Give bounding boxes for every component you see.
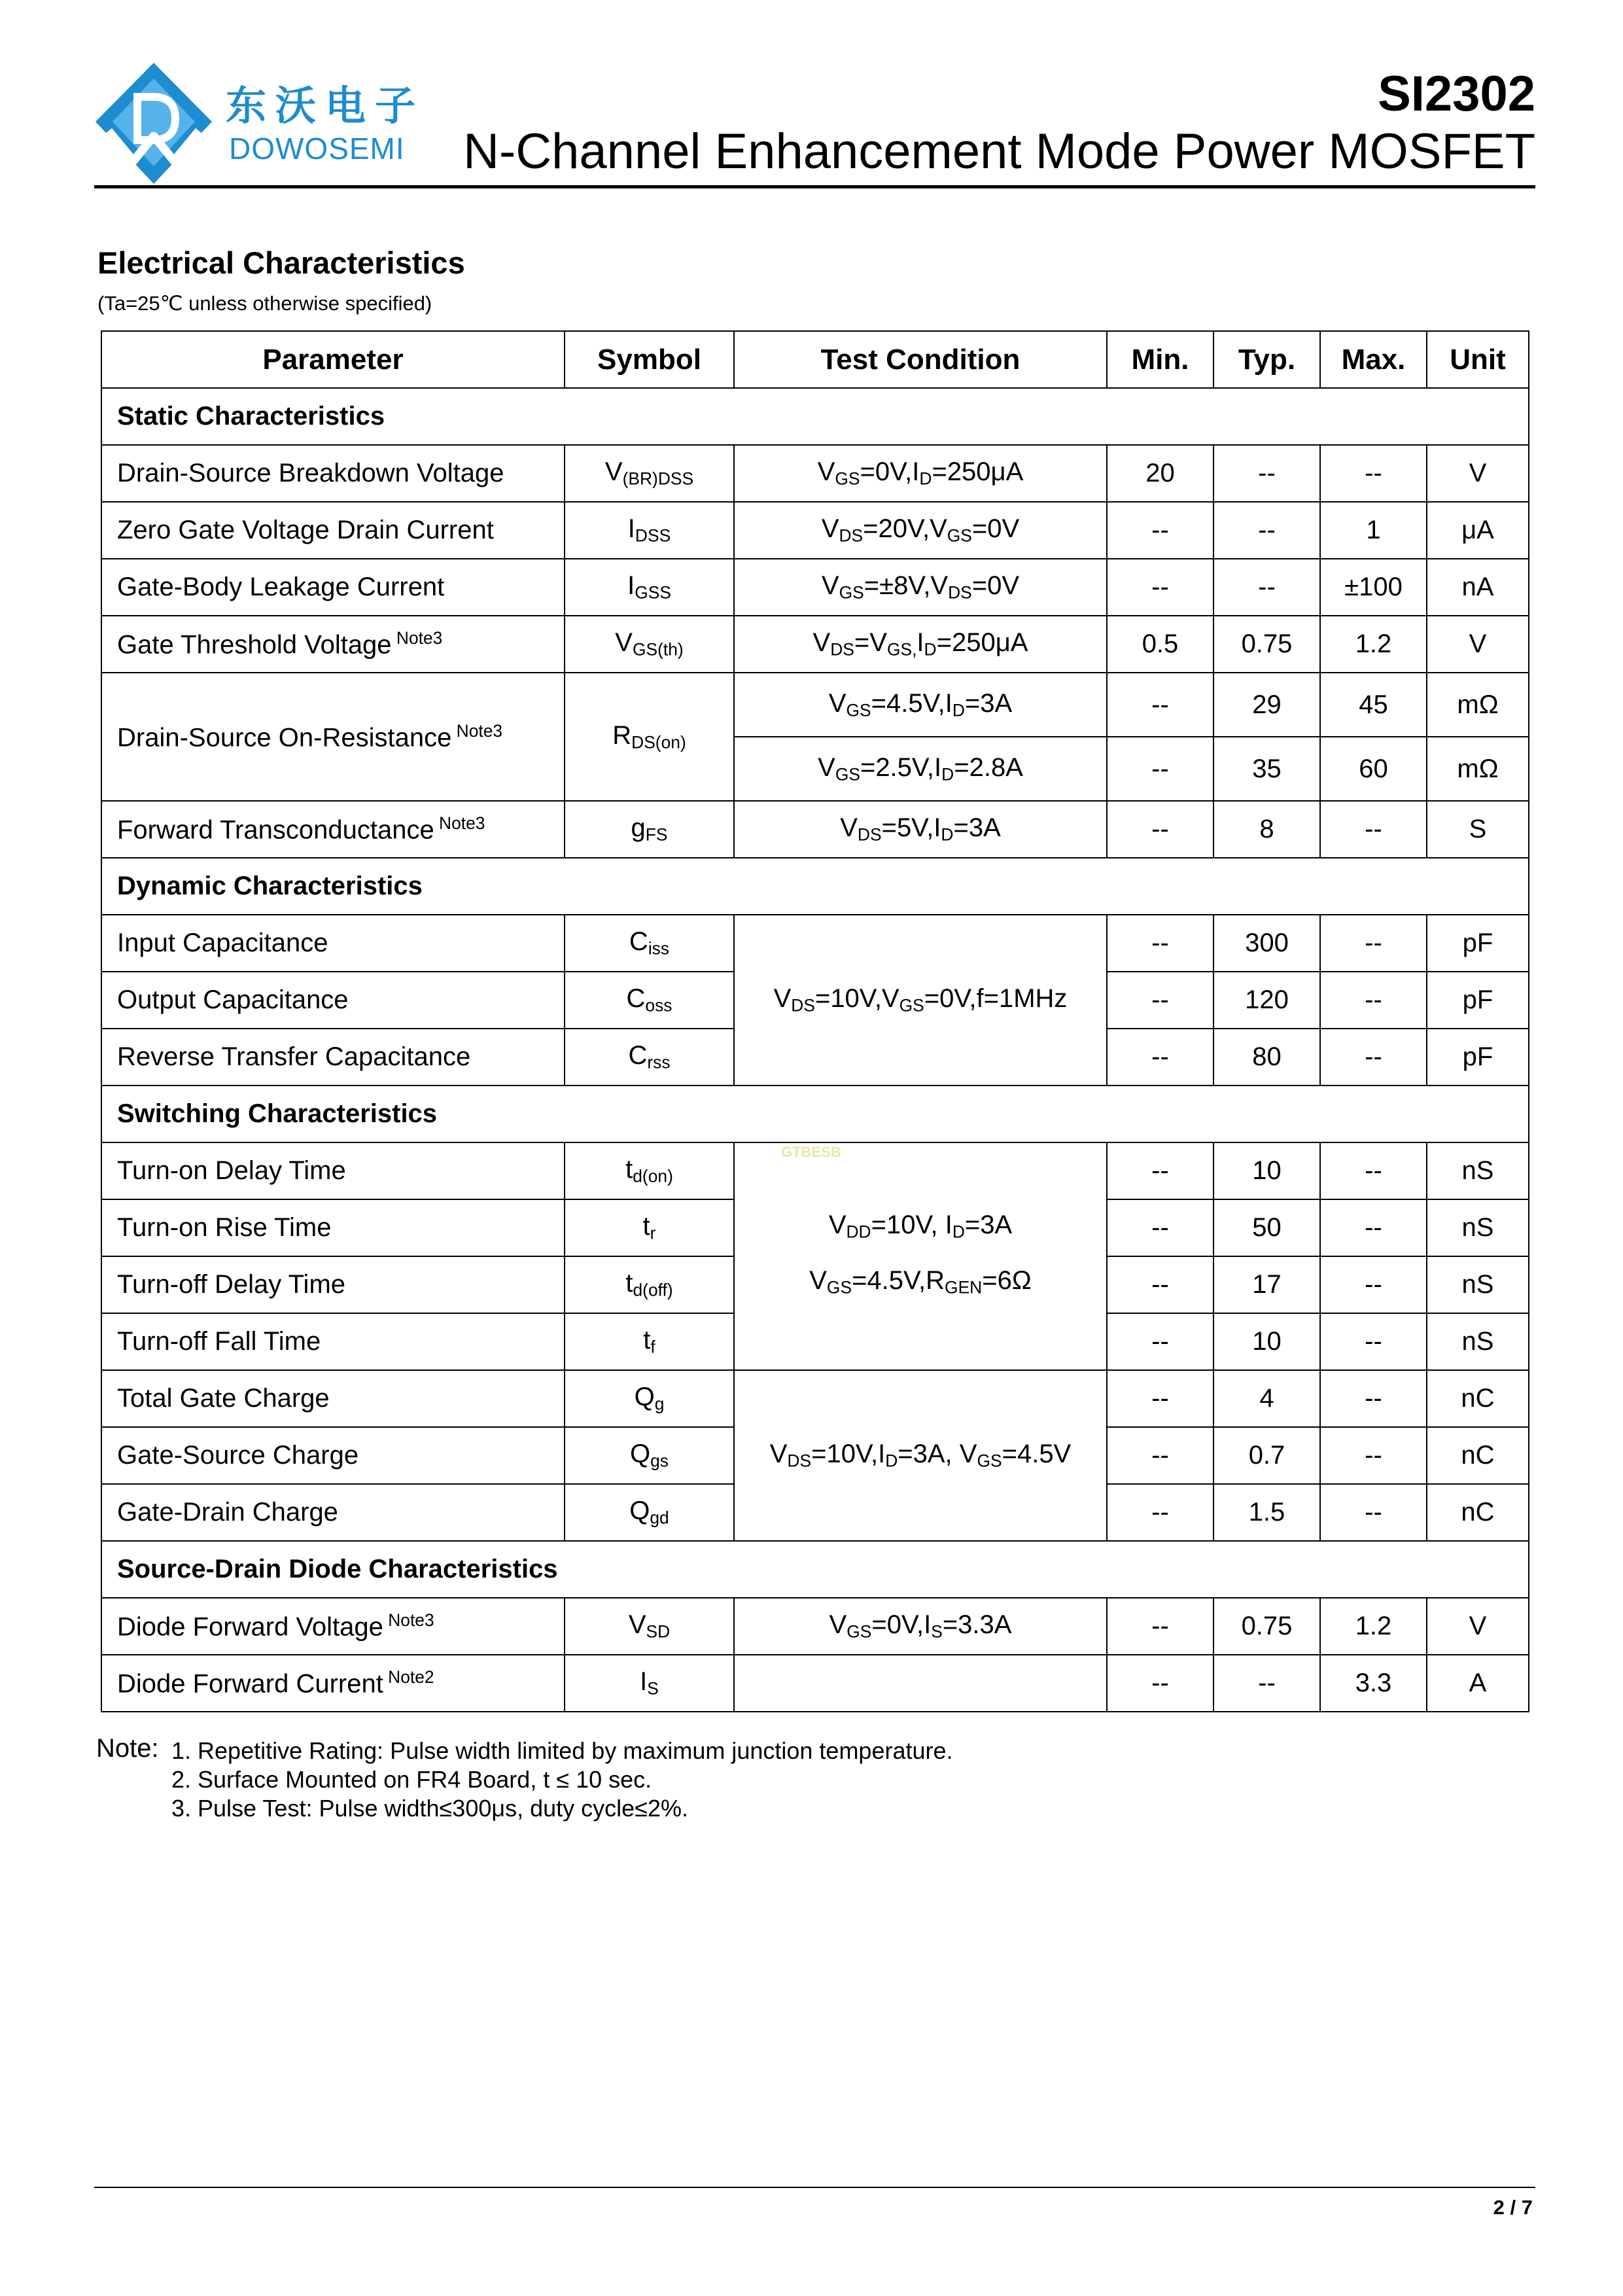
table-row [101, 559, 1529, 616]
max-cell: 45 [1320, 673, 1427, 737]
note-ref: Note3 [451, 720, 503, 741]
dowosemi-logo [96, 63, 212, 184]
min-cell: -- [1107, 915, 1213, 972]
typ-cell: 8 [1213, 801, 1320, 858]
symbol-cell: $t_r$ [565, 1199, 734, 1256]
footer-divider [94, 2187, 1535, 2188]
unit-cell: nS [1427, 1142, 1529, 1199]
table-row [101, 502, 1529, 559]
min-cell: -- [1107, 1370, 1213, 1427]
symbol-cell: $t_{d(off)}$ [565, 1256, 734, 1313]
param-text: Gate-Drain Charge [117, 1498, 338, 1527]
section-title: Electrical Characteristics [97, 245, 465, 280]
param-cell [101, 1199, 565, 1256]
unit-cell: nC [1427, 1427, 1529, 1484]
note-ref: Note3 [391, 628, 443, 648]
max-cell: -- [1320, 1029, 1427, 1086]
max-cell: 1.2 [1320, 616, 1427, 673]
condition-cell: $V_{DD}=10V$, $I_D=3A$ $V_{GS}=4.5V,R_{GEN}=6\Omega$ [734, 1142, 1107, 1370]
symbol-cell: $t_f$ [565, 1313, 734, 1370]
typ-cell: 0.7 [1213, 1427, 1320, 1484]
min-cell: -- [1107, 972, 1213, 1029]
group-switching: Switching Characteristics [101, 1086, 1529, 1142]
min-cell: -- [1107, 737, 1213, 801]
header-unit: Unit [1427, 331, 1529, 388]
param-cell [101, 1427, 565, 1484]
typ-cell: -- [1213, 502, 1320, 559]
unit-cell: nC [1427, 1370, 1529, 1427]
typ-cell: 80 [1213, 1029, 1320, 1086]
max-cell: -- [1320, 1427, 1427, 1484]
note-ref: Note3 [434, 813, 485, 834]
max-cell: -- [1320, 801, 1427, 858]
min-cell: -- [1107, 673, 1213, 737]
param-cell [101, 502, 565, 559]
typ-cell: 17 [1213, 1256, 1320, 1313]
min-cell: -- [1107, 1598, 1213, 1655]
param-cell [101, 445, 565, 502]
condition-cell: $V_{DS}=10V,V_{GS}=0V,f=1MHz$ [734, 915, 1107, 1086]
param-text: Output Capacitance [117, 985, 349, 1014]
param-text: Turn-on Rise Time [117, 1213, 332, 1242]
unit-cell: nS [1427, 1256, 1529, 1313]
symbol-cell: $I_{DSS}$ [565, 502, 734, 559]
typ-cell: 4 [1213, 1370, 1320, 1427]
symbol-cell: $I_S$ [565, 1655, 734, 1712]
max-cell: 1.2 [1320, 1598, 1427, 1655]
param-cell [101, 559, 565, 616]
note-ref: Note3 [383, 1610, 434, 1631]
param-cell [101, 1029, 565, 1086]
note-item-1: 1. Repetitive Rating: Pulse width limited by maximum junction temperature. [171, 1737, 953, 1764]
header-parameter: Parameter [101, 331, 565, 388]
typ-cell: 120 [1213, 972, 1320, 1029]
symbol-cell: $Q_{gd}$ [565, 1484, 734, 1541]
min-cell: -- [1107, 1313, 1213, 1370]
condition-cell: $V_{GS}=\pm 8V,V_{DS}=0V$ [734, 559, 1107, 616]
condition-cell: $V_{GS}=4.5V,I_D=3A$ [734, 673, 1107, 737]
unit-cell: A [1427, 1655, 1529, 1712]
param-text: Gate-Body Leakage Current [117, 573, 445, 601]
typ-cell: 10 [1213, 1313, 1320, 1370]
min-cell: -- [1107, 1655, 1213, 1712]
typ-cell: 300 [1213, 915, 1320, 972]
param-cell [101, 616, 565, 673]
typ-cell: 29 [1213, 673, 1320, 737]
param-cell [101, 1598, 565, 1655]
max-cell: -- [1320, 445, 1427, 502]
table-row [101, 445, 1529, 502]
unit-cell: pF [1427, 915, 1529, 972]
param-text: Turn-off Fall Time [117, 1327, 321, 1356]
group-static: Static Characteristics [101, 388, 1529, 445]
param-text: Gate-Source Charge [117, 1441, 359, 1470]
condition-cell: $V_{GS}=0V,I_S=3.3A$ [734, 1598, 1107, 1655]
param-cell [101, 1313, 565, 1370]
unit-cell: V [1427, 1598, 1529, 1655]
unit-cell: μA [1427, 502, 1529, 559]
unit-cell: nS [1427, 1313, 1529, 1370]
header-test-condition: Test Condition [734, 331, 1107, 388]
unit-cell: nC [1427, 1484, 1529, 1541]
unit-cell: nA [1427, 559, 1529, 616]
max-cell: -- [1320, 1313, 1427, 1370]
typ-cell: 1.5 [1213, 1484, 1320, 1541]
symbol-cell: $Q_g$ [565, 1370, 734, 1427]
header-divider [94, 185, 1535, 188]
symbol-cell: $I_{GSS}$ [565, 559, 734, 616]
symbol-cell: $R_{DS(on)}$ [565, 673, 734, 801]
max-cell: -- [1320, 1370, 1427, 1427]
typ-cell: 50 [1213, 1199, 1320, 1256]
unit-cell: mΩ [1427, 673, 1529, 737]
max-cell: 3.3 [1320, 1655, 1427, 1712]
min-cell: -- [1107, 1199, 1213, 1256]
max-cell: -- [1320, 1484, 1427, 1541]
param-text: Zero Gate Voltage Drain Current [117, 516, 494, 544]
param-text: Drain-Source Breakdown Voltage [117, 459, 504, 487]
param-cell [101, 1655, 565, 1712]
condition-cell: $V_{GS}=0V,I_D=250\mu A$ [734, 445, 1107, 502]
note-label: Note: [96, 1734, 159, 1763]
max-cell: 1 [1320, 502, 1427, 559]
max-cell: -- [1320, 1256, 1427, 1313]
param-text: Input Capacitance [117, 928, 328, 957]
typ-cell: -- [1213, 1655, 1320, 1712]
min-cell: -- [1107, 1427, 1213, 1484]
min-cell: -- [1107, 559, 1213, 616]
note-item-2: 2. Surface Mounted on FR4 Board, t ≤ 10 sec. [171, 1766, 652, 1793]
param-text: Reverse Transfer Capacitance [117, 1042, 471, 1071]
table-row [101, 1142, 1529, 1199]
condition-cell: $V_{DS}=V_{GS,}I_D=250\mu A$ [734, 616, 1107, 673]
table-row [101, 616, 1529, 673]
watermark-text: GTBESB [781, 1144, 841, 1160]
symbol-cell: $Q_{gs}$ [565, 1427, 734, 1484]
param-cell [101, 915, 565, 972]
brand-chinese-name: 东沃电子 [226, 82, 425, 130]
group-diode: Source-Drain Diode Characteristics [101, 1541, 1529, 1598]
param-cell [101, 1256, 565, 1313]
min-cell: -- [1107, 502, 1213, 559]
symbol-cell: $C_{rss}$ [565, 1029, 734, 1086]
condition-cell: $V_{GS}=2.5V,I_D=2.8A$ [734, 737, 1107, 801]
unit-cell: S [1427, 801, 1529, 858]
condition-cell: $V_{DS}=10V,I_D=3A$, $V_{GS}=4.5V$ [734, 1370, 1107, 1541]
param-cell [101, 673, 565, 801]
brand-english-name: DOWOSEMI [229, 132, 405, 166]
param-text: Gate Threshold Voltage [117, 630, 392, 660]
table-row [101, 1370, 1529, 1427]
page-number: 2 / 7 [1493, 2196, 1533, 2219]
table-row [101, 1655, 1529, 1712]
param-text: Diode Forward Current [117, 1669, 383, 1699]
min-cell: 0.5 [1107, 616, 1213, 673]
param-cell [101, 1370, 565, 1427]
symbol-cell: $C_{iss}$ [565, 915, 734, 972]
part-number: SI2302 [1378, 66, 1535, 122]
max-cell: ±100 [1320, 559, 1427, 616]
unit-cell: V [1427, 445, 1529, 502]
param-text: Forward Transconductance [117, 815, 434, 845]
param-text: Diode Forward Voltage [117, 1612, 383, 1642]
header-min: Min. [1107, 331, 1213, 388]
condition-cell [734, 1655, 1107, 1712]
min-cell: -- [1107, 801, 1213, 858]
min-cell: -- [1107, 1029, 1213, 1086]
symbol-cell: $g_{FS}$ [565, 801, 734, 858]
header-typ: Typ. [1213, 331, 1320, 388]
symbol-cell: $V_{(BR)DSS}$ [565, 445, 734, 502]
unit-cell: V [1427, 616, 1529, 673]
group-dynamic: Dynamic Characteristics [101, 858, 1529, 915]
param-text: Turn-off Delay Time [117, 1270, 346, 1299]
max-cell: -- [1320, 972, 1427, 1029]
min-cell: -- [1107, 1484, 1213, 1541]
typ-cell: -- [1213, 559, 1320, 616]
unit-cell: nS [1427, 1199, 1529, 1256]
unit-cell: pF [1427, 1029, 1529, 1086]
section-condition: (Ta=25℃ unless otherwise specified) [97, 292, 432, 315]
typ-cell: 0.75 [1213, 616, 1320, 673]
typ-cell: 35 [1213, 737, 1320, 801]
table-row [101, 1598, 1529, 1655]
param-cell [101, 1484, 565, 1541]
param-text: Turn-on Delay Time [117, 1156, 346, 1185]
electrical-characteristics-table [101, 330, 1529, 1712]
min-cell: -- [1107, 1142, 1213, 1199]
unit-cell: mΩ [1427, 737, 1529, 801]
typ-cell: 0.75 [1213, 1598, 1320, 1655]
header-max: Max. [1320, 331, 1427, 388]
note-ref: Note2 [383, 1667, 434, 1687]
symbol-cell: $V_{GS(th)}$ [565, 616, 734, 673]
symbol-cell: $V_{SD}$ [565, 1598, 734, 1655]
max-cell: -- [1320, 1142, 1427, 1199]
typ-cell: -- [1213, 445, 1320, 502]
condition-cell: $V_{DS}=20V,V_{GS}=0V$ [734, 502, 1107, 559]
condition-cell: $V_{DS}=5V,I_D=3A$ [734, 801, 1107, 858]
max-cell: -- [1320, 1199, 1427, 1256]
max-cell: -- [1320, 915, 1427, 972]
symbol-cell: $C_{oss}$ [565, 972, 734, 1029]
param-cell [101, 1142, 565, 1199]
param-text: Total Gate Charge [117, 1384, 330, 1413]
param-text: Drain-Source On-Resistance [117, 723, 452, 752]
min-cell: -- [1107, 1256, 1213, 1313]
table-row [101, 801, 1529, 858]
min-cell: 20 [1107, 445, 1213, 502]
max-cell: 60 [1320, 737, 1427, 801]
param-cell [101, 972, 565, 1029]
header-symbol: Symbol [565, 331, 734, 388]
symbol-cell: $t_{d(on)}$ [565, 1142, 734, 1199]
note-item-3: 3. Pulse Test: Pulse width≤300μs, duty cycle≤2%. [171, 1795, 688, 1822]
document-subtitle: N-Channel Enhancement Mode Power MOSFET [463, 124, 1535, 179]
table-row [101, 673, 1529, 737]
table-row [101, 915, 1529, 972]
table-header-row [101, 331, 1529, 388]
typ-cell: 10 [1213, 1142, 1320, 1199]
unit-cell: pF [1427, 972, 1529, 1029]
param-cell [101, 801, 565, 858]
